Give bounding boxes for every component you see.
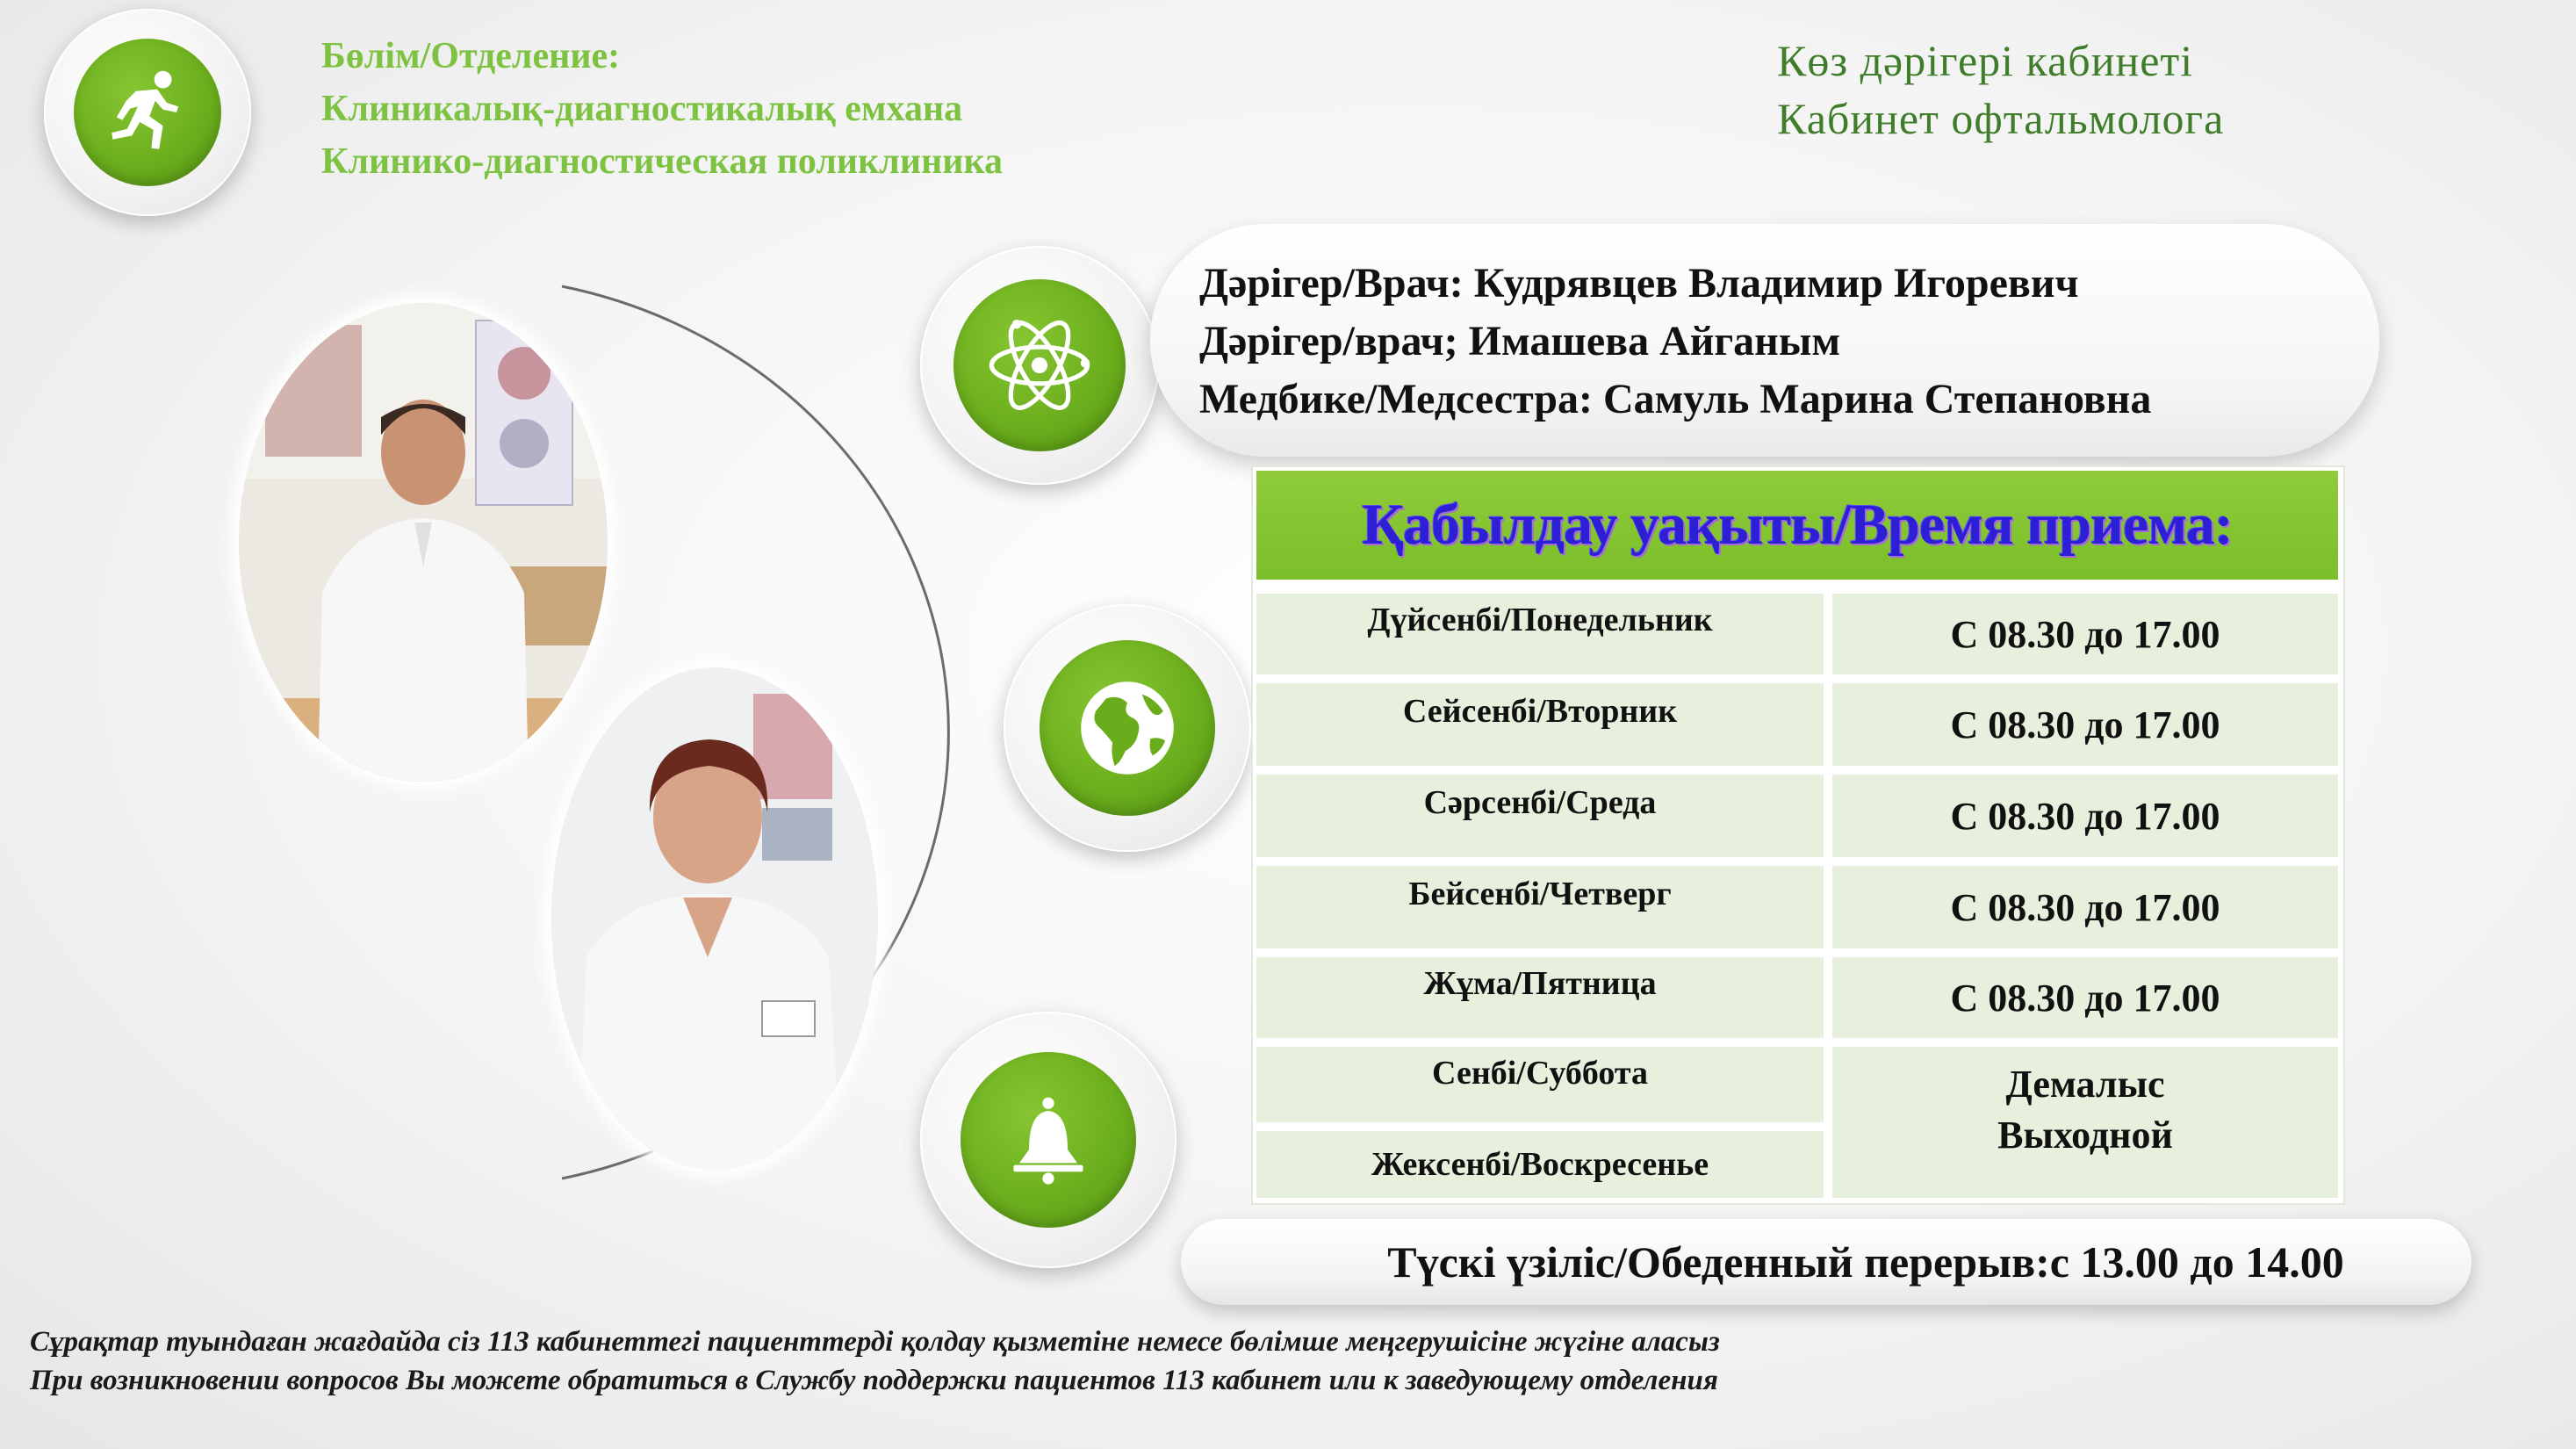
- weekend-label-ru: Выходной: [1997, 1114, 2173, 1157]
- day-cell-monday: Дүйсенбі/Понедельник: [1256, 594, 1824, 674]
- schedule-header: [1256, 471, 2338, 580]
- bell-icon: [1000, 1092, 1097, 1188]
- schedule-table: [1251, 465, 2345, 1205]
- day-cell-sunday: Жексенбі/Воскресенье: [1256, 1131, 1824, 1198]
- weekend-cell: [1832, 1047, 2338, 1198]
- staff-list: [1199, 255, 2151, 429]
- atom-icon: [982, 308, 1097, 422]
- department-label: Бөлім/Отделение:: [321, 36, 621, 76]
- footnote-block: [30, 1323, 1720, 1400]
- lunch-break-text: Түскі үзіліс/Обеденный перерыв:с 13.00 до 14.00: [1387, 1237, 2344, 1287]
- staff-doctor-1: Дәрігер/Врач: Кудрявцев Владимир Игоревич: [1199, 260, 2079, 306]
- footnote-kz: Сұрақтар туындаған жағдайда сіз 113 кабинеттегі пациенттерді қолдау қызметіне немесе бөлімше меңгерушісіне жүгіне аласыз: [30, 1326, 1720, 1358]
- department-badge: [44, 9, 251, 216]
- day-cell-thursday: Бейсенбі/Четверг: [1256, 866, 1824, 948]
- lunch-panel: [1181, 1219, 2472, 1305]
- footnote-ru: При возникновении вопросов Вы можете обратиться в Службу поддержки пациентов 113 кабинет или к заведующему отделения: [30, 1365, 1718, 1396]
- cabinet-name-ru: Кабинет офтальмолога: [1777, 94, 2225, 143]
- time-cell-wednesday: С 08.30 до 17.00: [1832, 775, 2338, 857]
- cabinet-block: [1777, 32, 2224, 148]
- time-cell-monday: С 08.30 до 17.00: [1832, 594, 2338, 674]
- time-cell-friday: С 08.30 до 17.00: [1832, 957, 2338, 1038]
- nurse-photo: [551, 667, 878, 1170]
- day-cell-tuesday: Сейсенбі/Вторник: [1256, 683, 1824, 766]
- time-cell-thursday: С 08.30 до 17.00: [1832, 866, 2338, 948]
- schedule-badge: [1004, 604, 1251, 852]
- lunch-badge: [920, 1012, 1176, 1268]
- department-block: [321, 30, 1003, 188]
- day-cell-saturday: Сенбі/Суббота: [1256, 1047, 1824, 1122]
- staff-nurse: Медбике/Медсестра: Самуль Марина Степановна: [1199, 376, 2152, 422]
- staff-badge: [920, 246, 1159, 485]
- weekend-label-kz: Демалыс: [2005, 1063, 2165, 1106]
- day-cell-friday: Жұма/Пятница: [1256, 957, 1824, 1038]
- doctor-photo: [239, 303, 608, 782]
- running-person-icon: [99, 64, 196, 161]
- staff-doctor-2: Дәрігер/врач; Имашева Айганым: [1199, 318, 1841, 364]
- time-cell-tuesday: С 08.30 до 17.00: [1832, 683, 2338, 766]
- department-name-ru: Клинико-диагностическая поликлиника: [321, 141, 1004, 182]
- day-cell-wednesday: Сәрсенбі/Среда: [1256, 775, 1824, 857]
- department-name-kz: Клиникалық-диагностикалық емхана: [321, 89, 963, 129]
- globe-icon: [1075, 675, 1180, 781]
- schedule-title: Қабылдау уақыты/Время приема:: [1362, 493, 2233, 557]
- cabinet-name-kz: Көз дәрігері кабинеті: [1777, 36, 2194, 85]
